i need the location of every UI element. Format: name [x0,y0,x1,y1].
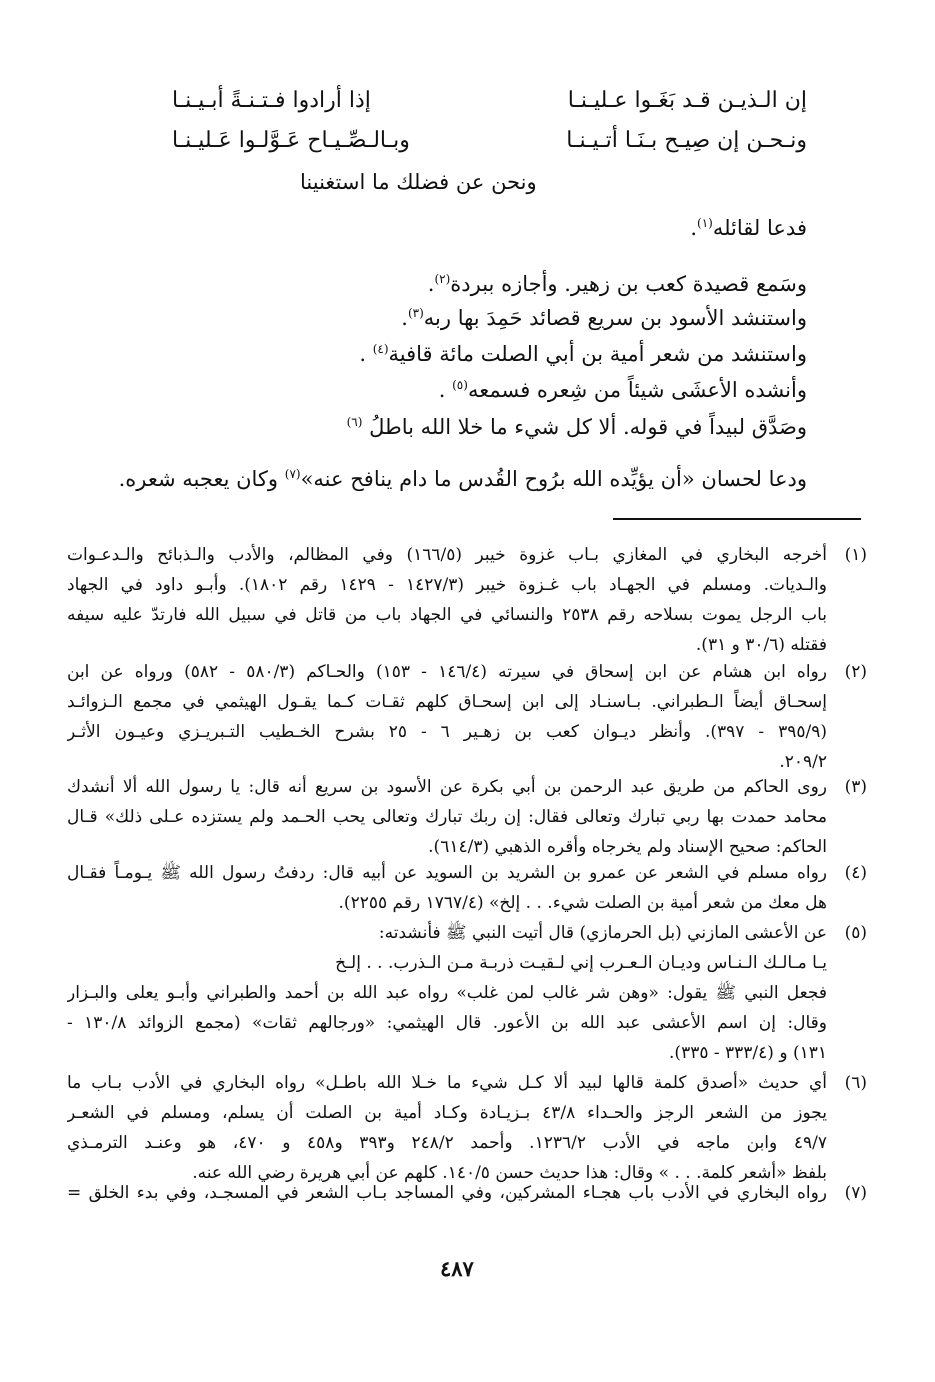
poem-line-3: ونحن عن فضلك ما استغنينا [300,170,537,194]
footnote-line: روى الحاكم من طريق عبد الرحمن بن أبي بكرة عن الأسود بن سريع أنه قال: يا رسول الله ألا أنشدك [67,777,827,797]
poem-line-1-second-hemistich: إذا أرادوا فـتـنـةً أبـيـنـا [172,88,371,113]
footnote-line: الحاكم: صحيح الإسناد ولم يخرجاه وأقره الذهبي (٦١٤/٣). [428,837,827,857]
body-line-3: واستنشد الأسود بن سريع قصائد حَمِدَ بها ربه$^{(٣)}$. [401,306,807,330]
footnote-ref-7: (٧) [284,467,301,481]
footnote-line: وقال: إن اسم الأعشى عبد الله بن الأعور. قال الهيثمي: «ورجالهم ثقات» (مجمع الزوائد ١٣٠/٨ - [67,1013,827,1033]
footnote-line: رواه مسلم في الشعر عن عمرو بن الشريد بن السويد عن أبيه قال: ردفتُ رسول الله ﷺ يـومـاً فقـال [67,863,827,883]
footnote-verse-line: يـا مـالـك الـنـاس وديـان الـعـرب إني لـقيـت ذربـة مـن الـذرب. . . إلـخ [335,953,827,973]
body-line-6-text: وصَدَّق لبيداً في قوله. ألا كل شيء ما خلا الله باطلُ [369,415,807,439]
footnote-4 [67,858,867,918]
footnote-separator [613,518,861,520]
poem-line-2-first-hemistich: ونـحـن إن صِيـح بـنَـا أتـيـنـا [566,128,807,153]
footnote-line: هل معك من شعر أمية بن الصلت شيء. . . إلخ» (١٧٦٧/٤ رقم ٢٢٥٥). [338,893,827,913]
footnote-line: ٢٠٩/٢. [779,752,827,772]
body-line-7-text-b: وكان يعجبه شعره. [118,467,279,491]
poem-line-2-second-hemistich: وبـالـصِّـيـاح عَـوَّلـوا عَـليـنـا [172,128,410,153]
body-line-7 [119,462,807,496]
footnote-line: أخرجه البخاري في المغازي بـاب غزوة خيبر (١٦٦/٥) وفي المظالم، والأدب والـذبائح والـدعـوات [67,545,827,565]
footnote-3 [67,772,867,862]
body-line-2-text: وسَمع قصيدة كعب بن زهير. وأجازه ببردة [450,272,807,296]
footnote-number: (٣) [844,777,867,797]
footnote-number: (٢) [844,662,867,682]
body-line-4: واستنشد من شعر أمية بن أبي الصلت مائة قافية$^{(٤)}$ . [359,342,807,366]
body-line-3-text: واستنشد الأسود بن سريع قصائد حَمِدَ بها ربه [423,306,807,330]
footnote-number: (٦) [844,1073,867,1093]
footnote-ref-5: (٥) [452,378,468,392]
footnote-number: (٤) [844,863,867,883]
footnote-line: فجعل النبي ﷺ يقول: «وهن شر غالب لمن غلب» رواه عبد الله بن أحمد والطبراني وأبـو يعلى والبـزار [67,983,827,1003]
poem-line-2 [172,124,807,158]
footnote-5 [67,918,867,1068]
footnote-line: أي حديث «أصدق كلمة قالها لبيد ألا كـل شيء ما خـلا الله باطـل» رواه البخاري في الأدب بـاب ما [67,1073,827,1093]
footnote-number: (٧) [844,1183,867,1203]
footnote-ref-2: (٢) [434,272,451,286]
footnote-1 [67,540,867,660]
footnote-number: (١) [844,545,867,565]
page-number: ٤٨٧ [440,1256,474,1281]
footnote-line: والـديات. ومسلم في الجهـاد باب غـزوة خيبر (١٤٢٧/٣ - ١٤٢٩ رقم ١٨٠٢). وأبـو داود في الجهاد [67,575,827,595]
footnote-line: ١٣١) و (٣٣٣/٤ - ٣٣٥). [669,1043,827,1063]
footnote-ref-3: (٣) [407,306,424,320]
footnote-line: باب الرجل يموت بسلاحه رقم ٢٥٣٨ والنسائي في الجهاد باب من قاتل في سبيل الله فارتدّ عليه سيفه [67,605,827,625]
footnote-ref-4: (٤) [372,342,389,356]
footnote-6 [67,1068,867,1188]
body-line-4-text: واستنشد من شعر أمية بن أبي الصلت مائة قافية [388,342,807,366]
footnote-line: يجوز من الشعر الرجز والحـداء ٤٣/٨ بـزيـادة وكـاد أمية بن الصلت أن يسلم، ومسلم في الشعـر [67,1103,827,1123]
footnote-line: (٣٩٥/٩ - ٣٩٧). وأنظر ديـوان كعب بن زهـير ٦ - ٢٥ بشرح الخـطيب التـبريـزي وعيـون الأثـر [67,722,827,742]
body-line-5: وأنشده الأعشَى شيئاً من شِعره فسمعه$^{(٥)}$ . [438,378,807,402]
body-line-2: وسَمع قصيدة كعب بن زهير. وأجازه ببردة$^{(٢)}$. [427,272,807,296]
footnote-line: عن الأعشى المازني (بل الحرمازي) قال أتيت النبي ﷺ فأنشدته: [378,923,827,943]
body-line-1-text: فدعا لقائله [712,216,807,240]
footnote-number: (٥) [844,923,867,943]
body-line-6 [347,410,807,444]
footnote-line: محامد حمدت بها ربي تبارك وتعالى فقال: إن ربك تبارك وتعالى يحب الحـمد ولم يستزده عـلى ذلك» قـال [67,807,827,827]
footnote-ref-1: (١) [697,216,713,230]
body-line-7-text-a: ودعا لحسان «أن يؤيِّده الله برُوح القُدس ما دام ينافح عنه» [300,467,807,491]
footnote-line: ٤٩/٧ وابن ماجه في الأدب ١٢٣٦/٢. وأحمد ٢٤٨/٢ و٣٩٣ و٤٥٨ و ٤٧٠، هو وعنـد الترمـذي [67,1133,827,1153]
body-line-5-text: وأنشده الأعشَى شيئاً من شِعره فسمعه [467,378,807,402]
footnote-line: رواه البخاري في الأدب باب هجـاء المشركين، وفي المساجد بـاب الشعر في المسجـد، وفي بدء الخلق = [67,1183,827,1203]
footnote-7 [67,1178,867,1208]
footnote-ref-6: (٦) [346,415,363,429]
footnote-line: إسحـاق أيضاً الـطبراني. بـاسنـاد إلى ابن إسحـاق كلهم ثقـات كـما يقـول الهيثمي في مجمع الـزوائـد [67,692,827,712]
footnote-line: رواه ابن هشام عن ابن إسحاق في سيرته (١٤٦/٤ - ١٥٣) والحـاكم (٥٨٠/٣ - ٥٨٢) ورواه عن ابن [67,662,827,682]
poem-line-1-first-hemistich: إن الـذيـن قـد بَغَـوا عـليـنـا [567,88,807,113]
footnote-line: فقتله (٣٠/٦ و ٣١). [695,635,827,655]
footnote-2 [67,657,867,777]
footnote-line: بلفظ «أشعر كلمة. . . » وقال: هذا حديث حسن ١٤٠/٥. كلهم عن أبي هريرة رضي الله عنه. [192,1163,827,1183]
body-line-1: فدعا لقائله$^{(١)}$. [690,216,807,240]
poem-line-1 [172,84,807,118]
